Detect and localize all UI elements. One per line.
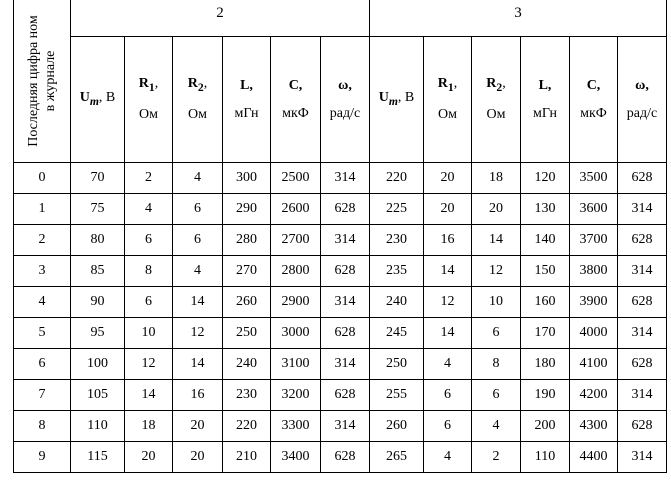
table-cell: 628 (618, 411, 667, 442)
param-header: $R_2$, Ом (173, 37, 223, 163)
table-cell: 120 (521, 163, 570, 194)
table-cell: 20 (125, 442, 173, 473)
param-header: $R_1$, Ом (424, 37, 472, 163)
table-cell: 140 (521, 225, 570, 256)
table-cell: 3200 (271, 380, 321, 411)
table-cell: 12 (125, 349, 173, 380)
table-cell: 110 (521, 442, 570, 473)
table-cell: 6 (424, 411, 472, 442)
table-cell: 6 (173, 225, 223, 256)
param-symbol: R (437, 75, 448, 91)
table-cell: 300 (223, 163, 271, 194)
table-cell: 75 (71, 194, 125, 225)
param-symbol: ω, (338, 77, 352, 93)
param-unit: мкФ (580, 105, 607, 121)
param-unit: Ом (438, 107, 457, 123)
param-symbol: C, (288, 77, 303, 93)
table-cell: 90 (71, 287, 125, 318)
table-cell: 210 (223, 442, 271, 473)
table-cell: 4 (472, 411, 521, 442)
table-cell: 250 (223, 318, 271, 349)
table-cell: 4100 (570, 349, 618, 380)
table-cell: 14 (125, 380, 173, 411)
row-digit-cell: 8 (14, 411, 71, 442)
table-cell: 2600 (271, 194, 321, 225)
table-cell: 170 (521, 318, 570, 349)
table-cell: 628 (618, 349, 667, 380)
digit-column-header-line1: Последняя цифра ном (26, 14, 41, 147)
table-cell: 130 (521, 194, 570, 225)
param-symbol: R (486, 75, 497, 91)
table-cell: 6 (424, 380, 472, 411)
table-cell: 6 (472, 380, 521, 411)
table-cell: 235 (370, 256, 424, 287)
table-cell: 2700 (271, 225, 321, 256)
table-cell: 245 (370, 318, 424, 349)
table-cell: 6 (125, 225, 173, 256)
table-cell: 4 (125, 194, 173, 225)
table-cell: 314 (321, 225, 370, 256)
table-row (14, 194, 667, 225)
table-cell: 18 (472, 163, 521, 194)
variants-table (13, 0, 667, 473)
table-cell: 4300 (570, 411, 618, 442)
table-row (14, 225, 667, 256)
table-cell: 314 (321, 411, 370, 442)
table-cell: 18 (125, 411, 173, 442)
table-cell: 14 (173, 349, 223, 380)
row-digit-cell: 2 (14, 225, 71, 256)
digit-column-header-text (25, 15, 59, 147)
param-unit: рад/с (626, 105, 658, 121)
param-unit: Ом (486, 107, 506, 123)
table-cell: 260 (370, 411, 424, 442)
table-cell: 314 (321, 287, 370, 318)
table-cell: 230 (370, 225, 424, 256)
row-digit-cell: 0 (14, 163, 71, 194)
table-cell: 10 (472, 287, 521, 318)
table-cell: 200 (521, 411, 570, 442)
table-cell: 314 (618, 194, 667, 225)
table-cell: 16 (173, 380, 223, 411)
table-cell: 3000 (271, 318, 321, 349)
table-cell: 230 (223, 380, 271, 411)
table-cell: 3800 (570, 256, 618, 287)
table-cell: 628 (321, 442, 370, 473)
table-cell: 225 (370, 194, 424, 225)
table-cell: 8 (125, 256, 173, 287)
table-cell: 2500 (271, 163, 321, 194)
table-cell: 105 (71, 380, 125, 411)
table-cell: 4200 (570, 380, 618, 411)
table-cell: 628 (321, 194, 370, 225)
table-cell: 290 (223, 194, 271, 225)
table-row (14, 163, 667, 194)
param-unit: , В (98, 89, 116, 105)
table-cell: 3900 (570, 287, 618, 318)
row-digit-cell: 6 (14, 349, 71, 380)
table-cell: 2 (125, 163, 173, 194)
table-cell: 20 (173, 411, 223, 442)
param-symbol: R (187, 75, 198, 91)
table-cell: 12 (472, 256, 521, 287)
table-cell: 2900 (271, 287, 321, 318)
table-cell: 270 (223, 256, 271, 287)
table-cell: 240 (370, 287, 424, 318)
table-cell: 314 (321, 349, 370, 380)
table-cell: 14 (173, 287, 223, 318)
param-subscript: m (89, 94, 99, 108)
param-header (618, 37, 667, 163)
group-header-2: 2 (71, 0, 370, 37)
table-cell: 6 (472, 318, 521, 349)
table-cell: 2800 (271, 256, 321, 287)
table-cell: 10 (125, 318, 173, 349)
param-symbol: L, (538, 77, 552, 93)
table-row (14, 256, 667, 287)
table-cell: 3300 (271, 411, 321, 442)
table-cell: 12 (173, 318, 223, 349)
table-cell: 280 (223, 225, 271, 256)
table-row (14, 442, 667, 473)
param-subscript: 2 (496, 80, 503, 94)
table-cell: 6 (125, 287, 173, 318)
table-row (14, 349, 667, 380)
table-body (14, 163, 667, 473)
row-digit-cell: 4 (14, 287, 71, 318)
param-header (271, 37, 321, 163)
table-cell: 250 (370, 349, 424, 380)
table-cell: 110 (71, 411, 125, 442)
param-header (521, 37, 570, 163)
table-cell: 20 (424, 163, 472, 194)
param-header (570, 37, 618, 163)
table-cell: 628 (618, 163, 667, 194)
table-cell: 70 (71, 163, 125, 194)
table-cell: 314 (618, 318, 667, 349)
param-header (321, 37, 370, 163)
row-digit-cell: 9 (14, 442, 71, 473)
table-cell: 3600 (570, 194, 618, 225)
table-cell: 220 (370, 163, 424, 194)
param-subscript: 1 (447, 80, 454, 94)
param-symbol: U (378, 89, 389, 105)
table-cell: 115 (71, 442, 125, 473)
table-cell: 8 (472, 349, 521, 380)
row-digit-cell: 5 (14, 318, 71, 349)
table-cell: 14 (472, 225, 521, 256)
param-header (370, 37, 424, 163)
param-unit: рад/с (329, 105, 361, 121)
table-cell: 190 (521, 380, 570, 411)
table-cell: 180 (521, 349, 570, 380)
table-cell: 314 (618, 442, 667, 473)
param-symbol: C, (586, 77, 601, 93)
table-cell: 6 (173, 194, 223, 225)
table-cell: 4000 (570, 318, 618, 349)
table-cell: 95 (71, 318, 125, 349)
table-cell: 100 (71, 349, 125, 380)
param-symbol: U (79, 89, 90, 105)
row-digit-cell: 7 (14, 380, 71, 411)
param-unit: Ом (188, 107, 207, 123)
param-unit: мкФ (282, 105, 309, 121)
row-digit-cell: 3 (14, 256, 71, 287)
table-row (14, 287, 667, 318)
table-row (14, 380, 667, 411)
table-cell: 14 (424, 318, 472, 349)
table-cell: 20 (173, 442, 223, 473)
table-cell: 628 (618, 225, 667, 256)
table-cell: 14 (424, 256, 472, 287)
table-cell: 12 (424, 287, 472, 318)
digit-column-header-line2: в журнале (43, 50, 58, 111)
table-cell: 3400 (271, 442, 321, 473)
param-header-row (14, 37, 667, 163)
digit-column-header (14, 0, 71, 163)
table-row (14, 411, 667, 442)
param-header: $R_1$, Ом (125, 37, 173, 163)
table-cell: 314 (321, 163, 370, 194)
param-header: $R_2$, Ом (472, 37, 521, 163)
table-cell: 80 (71, 225, 125, 256)
table-cell: 220 (223, 411, 271, 442)
table-cell: 20 (472, 194, 521, 225)
param-symbol: ω, (635, 77, 649, 93)
table-cell: 260 (223, 287, 271, 318)
table-cell: 160 (521, 287, 570, 318)
table-cell: 628 (321, 256, 370, 287)
table-cell: 3100 (271, 349, 321, 380)
table-cell: 265 (370, 442, 424, 473)
param-symbol: R (138, 75, 149, 91)
table-cell: 314 (618, 380, 667, 411)
row-digit-cell: 1 (14, 194, 71, 225)
param-symbol: L, (240, 77, 253, 93)
table-cell: 16 (424, 225, 472, 256)
group-header-3: 3 (370, 0, 667, 37)
param-unit: мГн (533, 105, 557, 121)
table-cell: 4 (173, 256, 223, 287)
table-row (14, 318, 667, 349)
param-subscript: 1 (148, 80, 155, 94)
table-cell: 628 (321, 380, 370, 411)
param-subscript: m (388, 94, 398, 108)
table-cell: 240 (223, 349, 271, 380)
table-cell: 150 (521, 256, 570, 287)
table-cell: 3700 (570, 225, 618, 256)
table-cell: 20 (424, 194, 472, 225)
param-unit: , В (397, 89, 415, 105)
param-unit: мГн (234, 105, 259, 121)
param-header (223, 37, 271, 163)
table-cell: 3500 (570, 163, 618, 194)
table-cell: 628 (321, 318, 370, 349)
table-cell: 4 (424, 442, 472, 473)
table-cell: 4400 (570, 442, 618, 473)
table-cell: 255 (370, 380, 424, 411)
table-cell: 85 (71, 256, 125, 287)
param-header (71, 37, 125, 163)
param-unit: Ом (139, 107, 158, 123)
table-cell: 628 (618, 287, 667, 318)
table-cell: 4 (173, 163, 223, 194)
table-cell: 2 (472, 442, 521, 473)
table-cell: 314 (618, 256, 667, 287)
param-subscript: 2 (197, 80, 204, 94)
table-cell: 4 (424, 349, 472, 380)
